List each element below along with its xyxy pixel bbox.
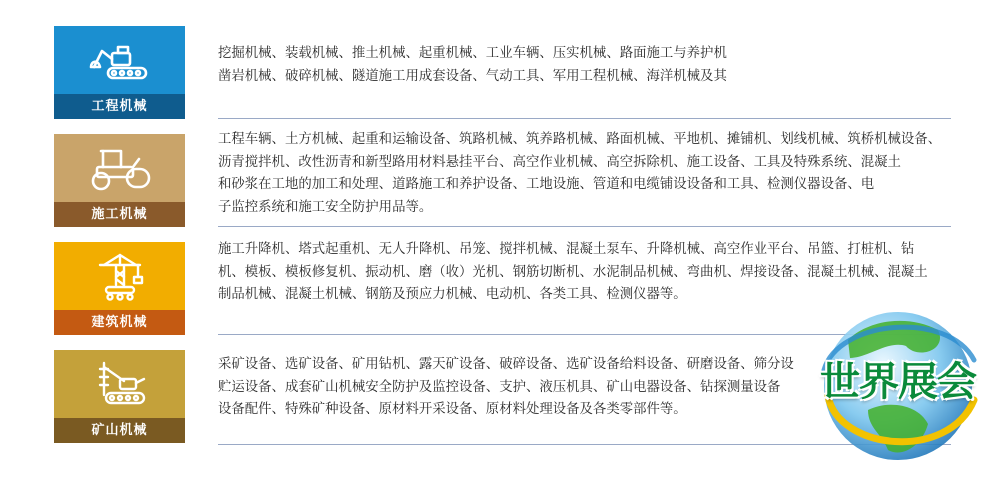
description-line: 子监控系统和施工安全防护用品等。 <box>218 199 433 215</box>
category-label: 施工机械 <box>54 202 185 227</box>
description-line: 采矿设备、选矿设备、矿用钻机、露天矿设备、破碎设备、选矿设备给料设备、研磨设备、筛分设 <box>218 357 794 372</box>
road-roller-icon <box>87 145 153 191</box>
watermark-text: 世界展会 <box>820 359 976 405</box>
tower-crane-icon <box>90 251 150 301</box>
category-tile-building[interactable] <box>54 242 185 335</box>
category-label: 建筑机械 <box>54 310 185 335</box>
description-line: 工程车辆、土方机械、起重和运输设备、筑路机械、筑养路机械、路面机械、平地机、摊铺机、划线机械、筑桥机械设备、 <box>218 132 942 147</box>
divider <box>218 226 951 227</box>
description-line: 贮运设备、成套矿山机械安全防护及监控设备、支护、液压机具、矿山电器设备、钻探测量设备 <box>218 379 781 395</box>
tile-icon-area <box>54 134 185 202</box>
category-label: 矿山机械 <box>54 418 185 443</box>
description-line: 和砂浆在工地的加工和处理、道路施工和养护设备、工地设施、管道和电缆铺设设备和工具、检测仪器设备、电 <box>218 177 875 192</box>
tile-icon-area <box>54 26 185 94</box>
category-tile-mining[interactable] <box>54 350 185 443</box>
description-line: 沥青搅拌机、改性沥青和新型路用材料悬挂平台、高空作业机械、高空拆除机、施工设备、工具及特殊系统、混凝土 <box>218 154 901 170</box>
tile-icon-area <box>54 242 185 310</box>
description-line: 施工升降机、塔式起重机、无人升降机、吊笼、搅拌机械、混凝土泵车、升降机械、高空作业平台、吊篮、打桩机、钻 <box>218 242 915 257</box>
category-tile-construction[interactable] <box>54 134 185 227</box>
mining-drill-icon <box>90 359 150 409</box>
divider <box>218 118 951 119</box>
category-description <box>218 239 948 307</box>
description-line: 设备配件、特殊矿种设备、原材料开采设备、原材料处理设备及各类零部件等。 <box>218 402 687 417</box>
category-label: 工程机械 <box>54 94 185 119</box>
tile-icon-area <box>54 350 185 418</box>
excavator-icon <box>88 37 152 83</box>
description-line: 凿岩机械、破碎机械、隧道施工用成套设备、气动工具、军用工程机械、海洋机械及其 <box>218 68 727 84</box>
category-tile-engineering[interactable] <box>54 26 185 119</box>
category-description <box>218 43 948 88</box>
description-line: 制品机械、混凝土机械、钢筋及预应力机械、电动机、各类工具、检测仪器等。 <box>218 287 687 302</box>
description-line: 机、模板、模板修复机、振动机、磨（收）光机、钢筋切断机、水泥制品机械、弯曲机、焊接设备、混凝土机械、混凝土 <box>218 264 928 280</box>
description-line: 挖掘机械、装载机械、推土机械、起重机械、工业车辆、压实机械、路面施工与养护机 <box>218 46 727 61</box>
category-description <box>218 129 948 219</box>
